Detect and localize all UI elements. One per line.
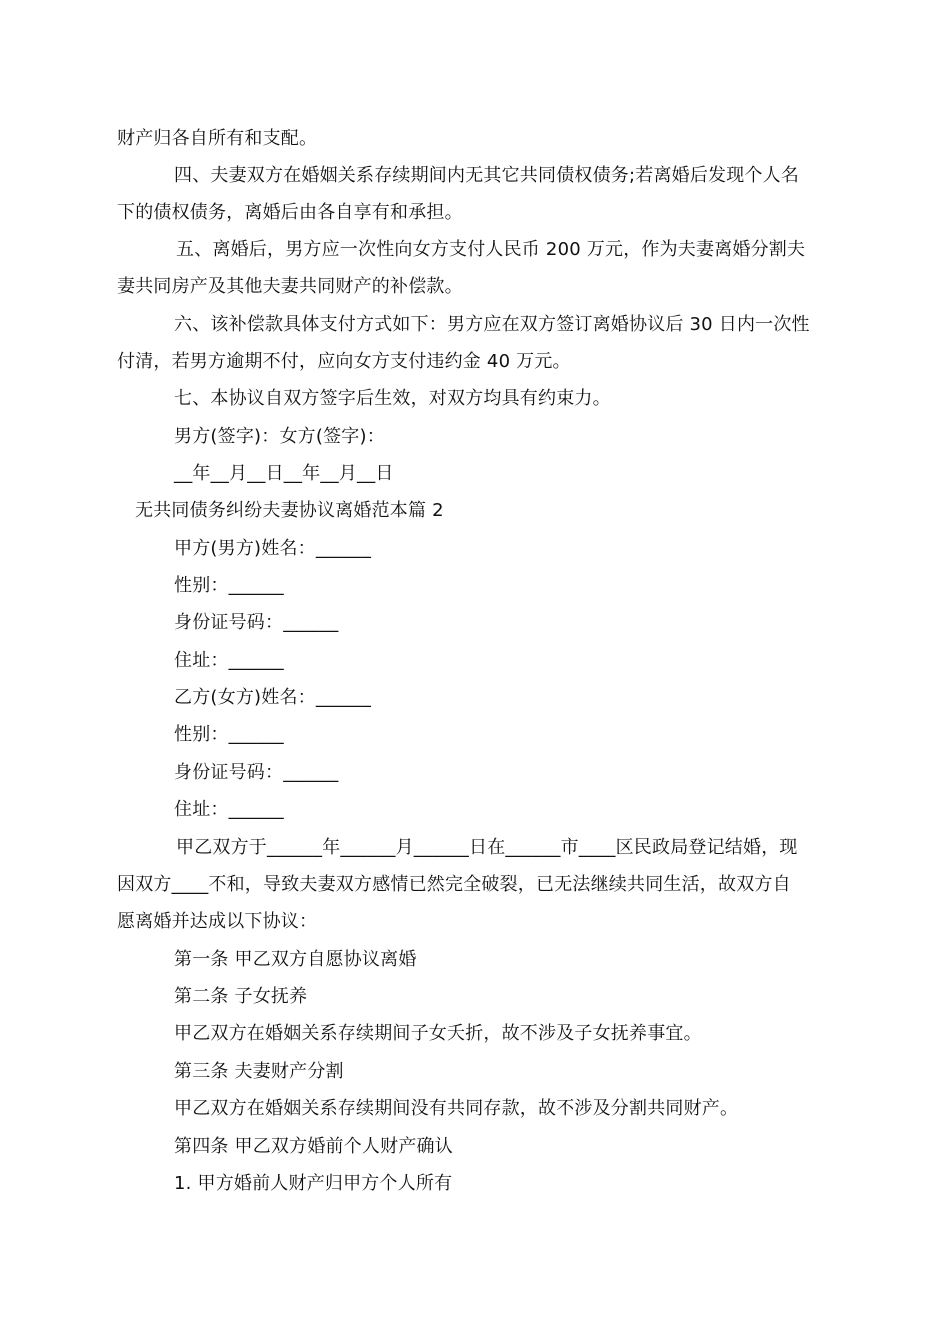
party-a-name: 甲方(男方)姓名：______ bbox=[174, 538, 372, 559]
text-line: 妻共同房产及其他夫妻共同财产的补偿款。 bbox=[117, 276, 463, 297]
party-b-address: 住址：______ bbox=[174, 799, 284, 820]
text-line: 因双方____不和，导致夫妻双方感情已然完全破裂，已无法继续共同生活，故双方自 bbox=[117, 874, 791, 895]
party-a-address: 住址：______ bbox=[174, 650, 284, 671]
party-a-gender: 性别：______ bbox=[174, 575, 284, 596]
party-b-name: 乙方(女方)姓名：______ bbox=[174, 687, 372, 708]
party-b-id: 身份证号码：______ bbox=[174, 762, 339, 783]
text-line: 甲乙双方在婚姻关系存续期间没有共同存款，故不涉及分割共同财产。 bbox=[174, 1098, 739, 1119]
text-line: 1. 甲方婚前人财产归甲方个人所有 bbox=[174, 1173, 453, 1194]
article-heading: 第二条 子女抚养 bbox=[174, 986, 308, 1007]
text-line: 愿离婚并达成以下协议： bbox=[117, 911, 318, 932]
date-line: __年__月__日__年__月__日 bbox=[174, 463, 394, 484]
party-b-gender: 性别：______ bbox=[174, 724, 284, 745]
text-line: 甲乙双方于______年______月______日在______市____区民政局登记结婚，现 bbox=[176, 837, 798, 858]
signature-line: 男方(签字)：女方(签字)： bbox=[174, 426, 385, 447]
text-line: 六、该补偿款具体支付方式如下：男方应在双方签订离婚协议后 30 日内一次性 bbox=[174, 314, 810, 335]
article-heading: 第一条 甲乙双方自愿协议离婚 bbox=[174, 949, 417, 970]
text-line: 五、离婚后，男方应一次性向女方支付人民币 200 万元，作为夫妻离婚分割夫 bbox=[176, 239, 806, 260]
text-line: 下的债权债务，离婚后由各自享有和承担。 bbox=[117, 202, 463, 223]
text-line: 财产归各自所有和支配。 bbox=[117, 128, 318, 149]
article-heading: 第三条 夫妻财产分割 bbox=[174, 1061, 344, 1082]
text-line: 付清，若男方逾期不付，应向女方支付违约金 40 万元。 bbox=[117, 351, 571, 372]
text-line: 四、夫妻双方在婚姻关系存续期间内无其它共同债权债务;若离婚后发现个人名 bbox=[174, 165, 800, 186]
section-title: 无共同债务纠纷夫妻协议离婚范本篇 2 bbox=[135, 500, 444, 521]
party-a-id: 身份证号码：______ bbox=[174, 612, 339, 633]
text-line: 七、本协议自双方签字后生效，对双方均具有约束力。 bbox=[174, 388, 611, 409]
article-heading: 第四条 甲乙双方婚前个人财产确认 bbox=[174, 1136, 453, 1157]
text-line: 甲乙双方在婚姻关系存续期间子女夭折，故不涉及子女抚养事宜。 bbox=[174, 1023, 702, 1044]
